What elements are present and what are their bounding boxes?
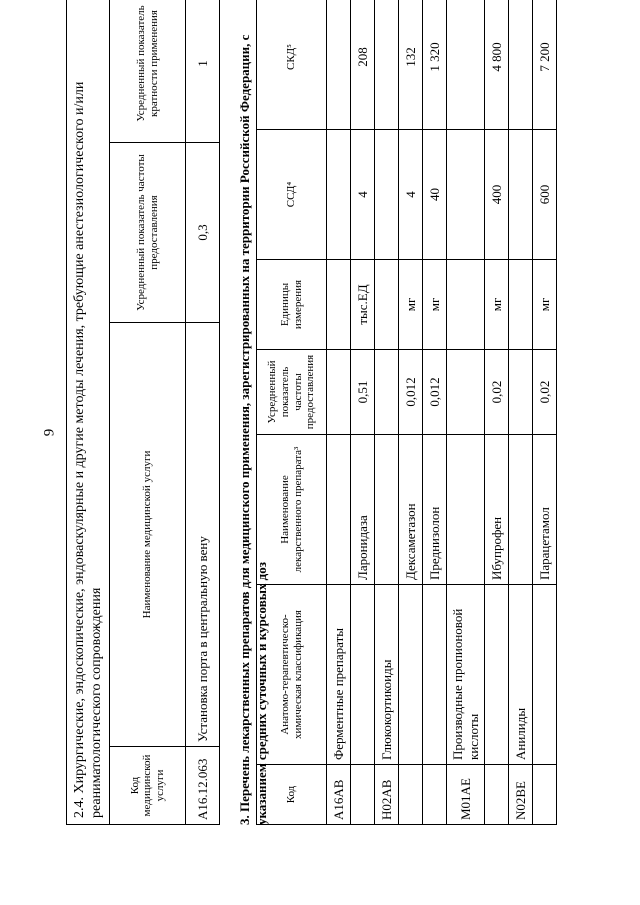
header-units: Единицы измерения <box>257 260 327 350</box>
section-3-title: 3. Перечень лекарственных препаратов для медицинского применения, зарегистрированных на территории Российской Федерации, с указанием средних суточных и курсовых доз <box>237 34 269 825</box>
table-row <box>351 0 375 825</box>
service-frequency: 0,3 <box>186 143 220 323</box>
table-row <box>423 0 447 825</box>
drug-ssd: 4 <box>399 130 423 260</box>
group-row <box>509 0 533 825</box>
atc-code: N02BE <box>509 765 533 825</box>
atc-classification: Анилиды <box>509 585 533 765</box>
drug-ssd: 400 <box>485 130 509 260</box>
table-row <box>399 0 423 825</box>
group-row <box>447 0 485 825</box>
header-frequency: Усредненный показатель частоты предоставления <box>110 143 186 323</box>
header-drug-frequency: Усредненный показатель частоты предоставления <box>257 350 327 435</box>
atc-classification: Производные пропионовой кислоты <box>447 585 485 765</box>
drug-unit: мг <box>423 260 447 350</box>
drug-name: Ибупрофен <box>485 435 509 585</box>
drug-skd: 132 <box>399 0 423 130</box>
drug-ssd: 4 <box>351 130 375 260</box>
drug-skd: 208 <box>351 0 375 130</box>
drug-unit: тыс.ЕД <box>351 260 375 350</box>
drug-ssd: 600 <box>533 130 557 260</box>
drug-unit: мг <box>533 260 557 350</box>
services-table <box>66 0 220 825</box>
drug-name: Преднизолон <box>423 435 447 585</box>
atc-code: A16AB <box>327 765 351 825</box>
service-multiplicity: 1 <box>186 0 220 143</box>
header-ssd: ССД⁴ <box>257 130 327 260</box>
drug-unit: мг <box>485 260 509 350</box>
page-number: 9 <box>41 428 58 437</box>
drugs-table <box>256 0 557 825</box>
drug-name: Парацетамол <box>533 435 557 585</box>
drug-name: Ларонидаза <box>351 435 375 585</box>
service-code: A16.12.063 <box>186 747 220 825</box>
atc-classification: Глюкокортикоиды <box>375 585 399 765</box>
drug-frequency: 0,012 <box>399 350 423 435</box>
group-row <box>327 0 351 825</box>
header-service-name: Наименование медицинской услуги <box>110 323 186 747</box>
header-multiplicity: Усредненный показатель кратности применения <box>110 0 186 143</box>
service-name: Установка порта в центральную вену <box>186 323 220 747</box>
drug-frequency: 0,02 <box>485 350 509 435</box>
rotated-page-content <box>66 0 586 825</box>
drug-skd: 7 200 <box>533 0 557 130</box>
table-row <box>186 0 220 825</box>
atc-code: M01AE <box>447 765 485 825</box>
drug-frequency: 0,51 <box>351 350 375 435</box>
header-skd: СКД⁵ <box>257 0 327 130</box>
atc-classification: Ферментные препараты <box>327 585 351 765</box>
drug-ssd: 40 <box>423 130 447 260</box>
header-code: Код <box>257 765 327 825</box>
drug-unit: мг <box>399 260 423 350</box>
drug-name: Дексаметазон <box>399 435 423 585</box>
drug-frequency: 0,012 <box>423 350 447 435</box>
header-service-code: Код медицинской услуги <box>110 747 186 825</box>
section-2-4-title: 2.4. Хирургические, эндоскопические, эндоваскулярные и другие методы лечения, требующие анестезиологического и/или реаниматологического сопровождения <box>67 0 110 825</box>
drug-skd: 4 800 <box>485 0 509 130</box>
header-drug-name: Наименование лекарственного препарата³ <box>257 435 327 585</box>
header-atc: Анатомо-терапевтическо-химическая классификация <box>257 585 327 765</box>
drug-skd: 1 320 <box>423 0 447 130</box>
table-row <box>485 0 509 825</box>
group-row <box>375 0 399 825</box>
table-row <box>533 0 557 825</box>
drug-frequency: 0,02 <box>533 350 557 435</box>
atc-code: H02AB <box>375 765 399 825</box>
